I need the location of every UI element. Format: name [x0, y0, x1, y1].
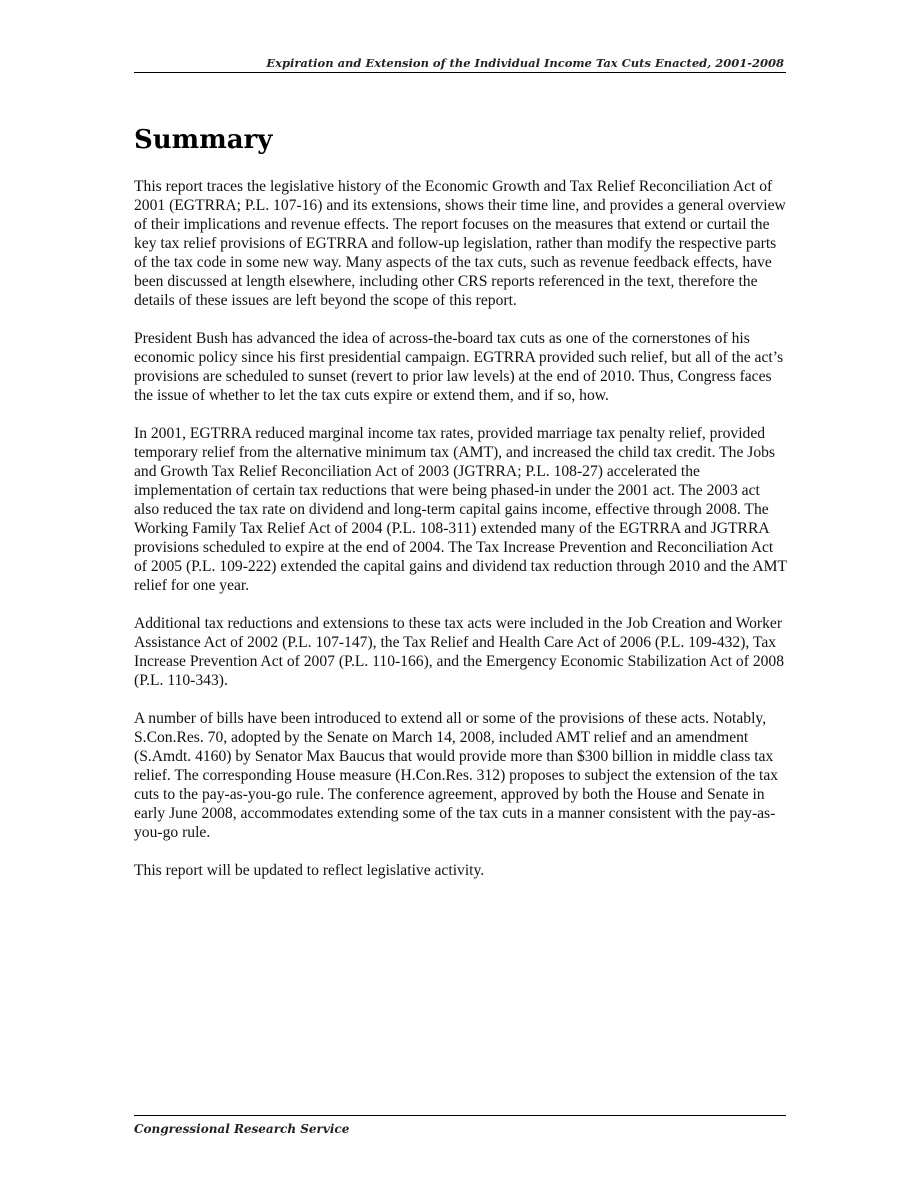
- paragraph-update-note: This report will be updated to reflect legislative activity.: [134, 862, 485, 879]
- footer-divider: [134, 1115, 786, 1116]
- paragraph-overview: This report traces the legislative history of the Economic Growth and Tax Relief Reconciliation Act of 2001 (EGTRRA; P.L. 107-16) and its extensions, shows their time line, and provides a general overview of their implications and revenue effects. The report focuses on the measures that extend or curtail the key tax relief provisions of EGTRRA and follow-up legislation, rather than modify the respective parts of the tax code in some new way. Many aspects of the tax cuts, such as revenue feedback effects, have been discussed at length elsewhere, including other CRS reports referenced in the text, therefore the details of these issues are left beyond the scope of this report.: [134, 178, 786, 309]
- paragraph-additional-acts: Additional tax reductions and extensions to these tax acts were included in the Job Creation and Worker Assistance Act of 2002 (P.L. 107-147), the Tax Relief and Health Care Act of 2006 (P.L. 109-432), Tax Increase Prevention Act of 2007 (P.L. 110-166), and the Emergency Economic Stabilization Act of 2008 (P.L. 110-343).: [134, 615, 785, 689]
- summary-body: [134, 177, 788, 899]
- footer-publisher: Congressional Research Service: [134, 1122, 350, 1136]
- running-header: [134, 54, 786, 73]
- paragraph-pending-bills: A number of bills have been introduced to extend all or some of the provisions of these acts. Notably, S.Con.Res. 70, adopted by the Senate on March 14, 2008, included AMT relief and an amendment (S.Amdt. 4160) by Senator Max Baucus that would provide more than $300 billion in middle class tax relief. The corresponding House measure (H.Con.Res. 312) proposes to subject the extension of the tax cuts to the pay-as-you-go rule. The conference agreement, approved by both the House and Senate in early June 2008, accommodates extending some of the tax cuts in a manner consistent with the pay-as-you-go rule.: [134, 710, 779, 841]
- running-header-title: Expiration and Extension of the Individual Income Tax Cuts Enacted, 2001-2008: [266, 56, 784, 70]
- paragraph-legislative-history: In 2001, EGTRRA reduced marginal income tax rates, provided marriage tax penalty relief, provided temporary relief from the alternative minimum tax (AMT), and increased the child tax credit. The Jobs and Growth Tax Relief Reconciliation Act of 2003 (JGTRRA; P.L. 108-27) accelerated the implementation of certain tax reductions that were being phased-in under the 2001 act. The 2003 act also reduced the tax rate on dividend and long-term capital gains income, effective through 2008. The Working Family Tax Relief Act of 2004 (P.L. 108-311) extended many of the EGTRRA and JGTRRA provisions scheduled to expire at the end of 2004. The Tax Increase Prevention and Reconciliation Act of 2005 (P.L. 109-222) extended the capital gains and dividend tax reduction through 2010 and the AMT relief for one year.: [134, 425, 787, 594]
- paragraph-bush-tax-cuts: President Bush has advanced the idea of across-the-board tax cuts as one of the cornerstones of his economic policy since his first presidential campaign. EGTRRA provided such relief, but all of the act’s provisions are scheduled to sunset (revert to prior law levels) at the end of 2010. Thus, Congress faces the issue of whether to let the tax cuts expire or extend them, and if so, how.: [134, 330, 784, 404]
- section-title: Summary: [134, 125, 273, 155]
